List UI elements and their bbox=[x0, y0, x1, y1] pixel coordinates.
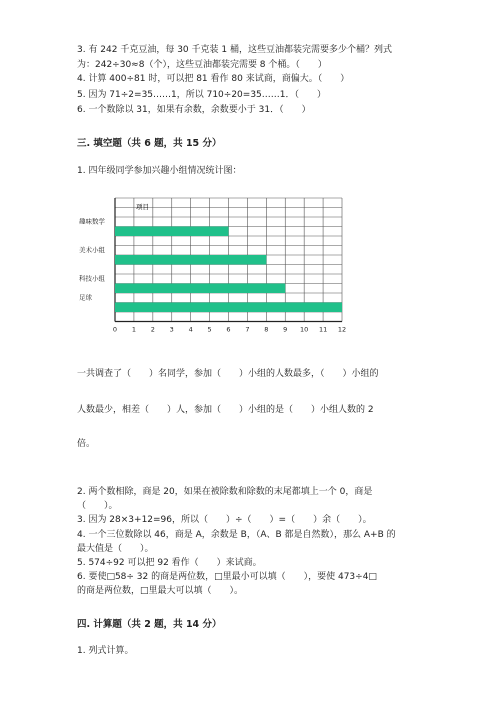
question-3-line-2: 为：242÷30≈8（个），这些豆油都装完需要 8 个桶。（ ） bbox=[77, 60, 327, 70]
x-tick-label: 12 bbox=[337, 325, 347, 334]
x-tick-label: 10 bbox=[300, 325, 309, 334]
fill-question-4-line-1: 4. 一个三位数除以 46，商是 A，余数是 B，（A、B 都是自然数），那么 A+B 的 bbox=[77, 530, 396, 540]
calc-question-1: 1. 列式计算。 bbox=[77, 646, 134, 656]
category-label: 科技小组 bbox=[79, 274, 105, 283]
x-tick-label: 3 bbox=[169, 325, 174, 334]
question-4: 4. 计算 400÷81 时，可以把 81 看作 80 来试商，商偏大。（ ） bbox=[77, 74, 350, 84]
x-tick-label: 5 bbox=[207, 325, 212, 334]
x-tick-label: 7 bbox=[245, 325, 250, 334]
fill-question-1: 1. 四年级同学参加兴趣小组情况统计图： bbox=[77, 166, 242, 176]
x-tick-label: 9 bbox=[283, 325, 288, 334]
section-4-title: 四. 计算题（共 2 题，共 14 分） bbox=[77, 619, 222, 630]
bar-3 bbox=[115, 284, 285, 294]
chart-blank-line-1: 一共调查了（ ）名同学，参加（ ）小组的人数最多，（ ）小组的 bbox=[77, 369, 379, 379]
category-label: 趣味数学 bbox=[79, 217, 105, 226]
x-tick-label: 2 bbox=[150, 325, 155, 334]
question-3-line-1: 3. 有 242 千克豆油，每 30 千克装 1 桶，这些豆油都装完需要多少个桶？列式 bbox=[77, 45, 392, 55]
x-tick-label: 8 bbox=[264, 325, 269, 334]
bar-1 bbox=[115, 227, 229, 237]
chart-title: 项目 bbox=[136, 203, 149, 211]
bar-4 bbox=[115, 303, 342, 313]
fill-question-4-line-2: 最大值是（ ）。 bbox=[77, 544, 154, 554]
category-label: 美术小组 bbox=[79, 246, 105, 254]
bar-2 bbox=[115, 255, 266, 265]
x-tick-label: 6 bbox=[226, 325, 231, 334]
fill-question-2-line-2: （ ）。 bbox=[77, 501, 118, 511]
x-tick-label: 11 bbox=[318, 325, 328, 334]
fill-question-3: 3. 因为 28×3+12=96，所以（ ）÷（ ）=（ ）余（ ）。 bbox=[77, 515, 372, 525]
section-3-title: 三. 填空题（共 6 题，共 15 分） bbox=[77, 138, 222, 149]
x-tick-label: 0 bbox=[112, 325, 118, 334]
fill-question-6-line-1: 6. 要使□58÷ 32 的商是两位数，□里最小可以填（ ），要使 473÷4□ bbox=[77, 572, 377, 582]
x-tick-label: 1 bbox=[131, 325, 136, 334]
fill-question-5: 5. 574÷92 可以把 92 看作（ ）来试商。 bbox=[77, 558, 262, 568]
fill-question-2-line-1: 2. 两个数相除，商是 20，如果在被除数和除数的末尾都填上一个 0，商是 bbox=[77, 487, 373, 497]
chart-blank-line-2: 人数最少，相差（ ）人，参加（ ）小组的是（ ）小组人数的 2 bbox=[77, 405, 374, 415]
x-tick-label: 4 bbox=[188, 325, 193, 334]
question-5: 5. 因为 71÷2=35……1，所以 710÷20=35……1．（ ） bbox=[77, 90, 326, 100]
question-6: 6. 一个数除以 31，如果有余数，余数要小于 31．（ ） bbox=[77, 105, 311, 115]
fill-question-6-line-2: 的商是两位数，□里最大可以填（ ）。 bbox=[77, 586, 244, 596]
chart-blank-line-3: 倍。 bbox=[77, 439, 96, 449]
category-label: 足球 bbox=[79, 293, 92, 302]
